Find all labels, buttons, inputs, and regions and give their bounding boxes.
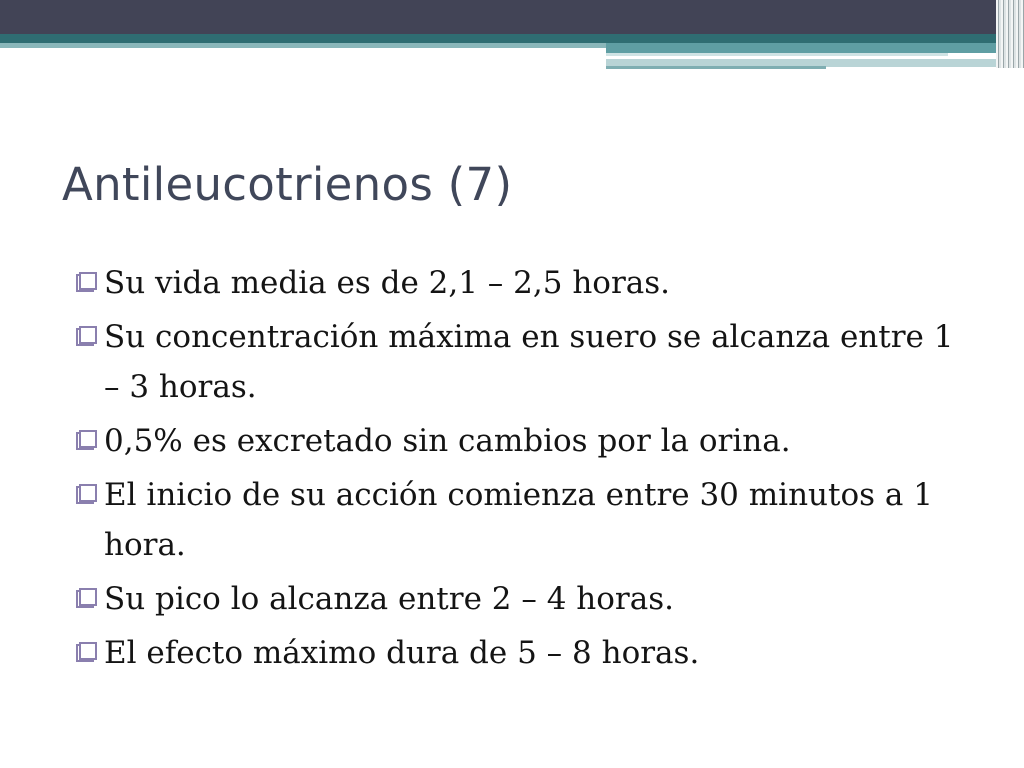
slide-title: Antileucotrienos (7) bbox=[62, 158, 513, 211]
bullet-text: Su vida media es de 2,1 – 2,5 horas. bbox=[104, 265, 671, 301]
bullet-item bbox=[74, 258, 954, 308]
checkbox-square-icon bbox=[76, 484, 97, 505]
header-accent-bar bbox=[606, 66, 826, 69]
header-bar-dark bbox=[0, 0, 1024, 34]
bullet-item bbox=[74, 470, 954, 570]
header-accent-bar bbox=[606, 53, 948, 56]
header-bar-teal bbox=[0, 34, 1024, 43]
checkbox-square-icon bbox=[76, 588, 97, 609]
bullet-list bbox=[74, 258, 954, 682]
checkbox-square-icon bbox=[76, 272, 97, 293]
checkbox-square-icon bbox=[76, 430, 97, 451]
bullet-item bbox=[74, 628, 954, 678]
bullet-item bbox=[74, 312, 954, 412]
bullet-text: Su pico lo alcanza entre 2 – 4 horas. bbox=[104, 581, 674, 617]
bullet-text: Su concentración máxima en suero se alcanza entre 1 – 3 horas. bbox=[104, 319, 954, 405]
bullet-text: El inicio de su acción comienza entre 30 minutos a 1 hora. bbox=[104, 477, 933, 563]
bullet-item bbox=[74, 574, 954, 624]
bullet-text: 0,5% es excretado sin cambios por la orina. bbox=[104, 423, 791, 459]
checkbox-square-icon bbox=[76, 642, 97, 663]
header-stripes bbox=[996, 0, 1024, 68]
bullet-item bbox=[74, 416, 954, 466]
bullet-text: El efecto máximo dura de 5 – 8 horas. bbox=[104, 635, 700, 671]
header-accent-bar bbox=[606, 43, 996, 53]
checkbox-square-icon bbox=[76, 326, 97, 347]
header-bar-teal-light bbox=[0, 43, 606, 48]
